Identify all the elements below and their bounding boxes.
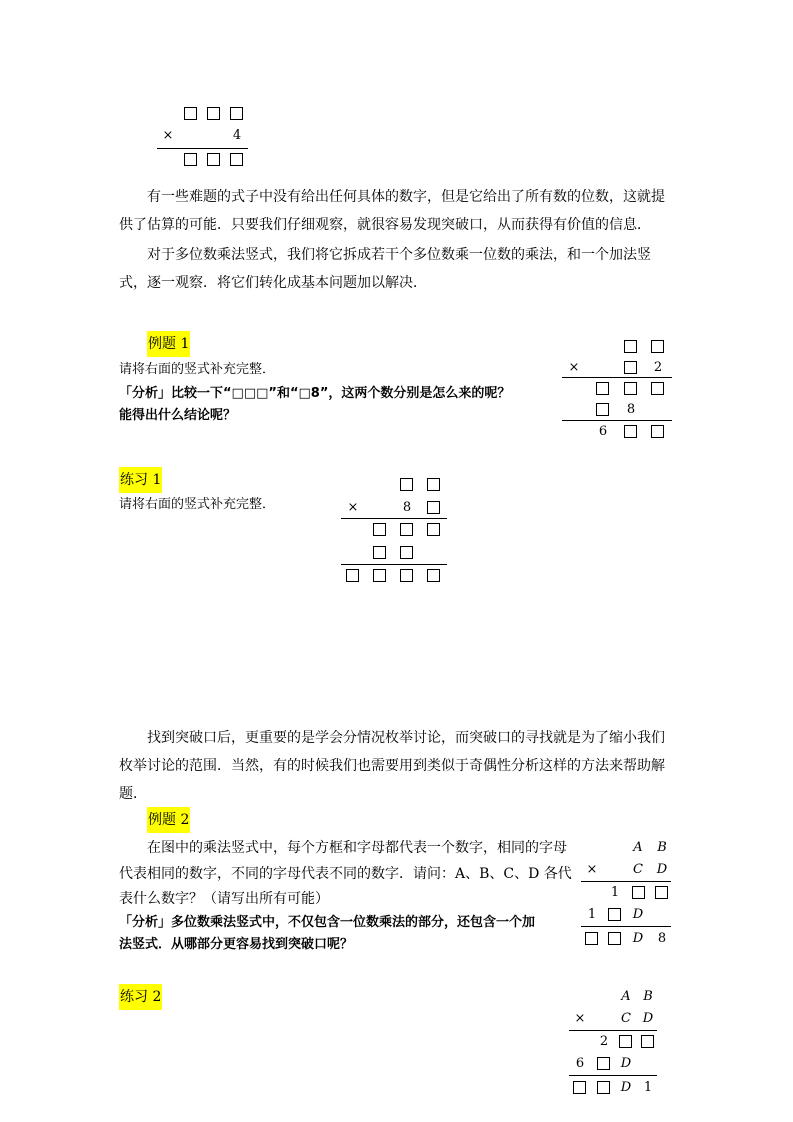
example-2-analysis <box>119 911 535 935</box>
digit-box <box>596 382 609 395</box>
letter-d: D <box>642 1011 654 1026</box>
times-sign: × <box>568 360 580 375</box>
digit: 6 <box>575 1056 585 1071</box>
digit-box <box>608 908 621 921</box>
example-1-label-wrap <box>147 331 190 357</box>
digit-box <box>573 1081 586 1094</box>
rule-line <box>341 564 447 565</box>
letter-d: D <box>632 931 644 946</box>
example-2-question-line3: 表什么数字？（请写出所有可能） <box>119 891 329 907</box>
digit-box <box>207 153 220 166</box>
digit-box <box>346 569 359 582</box>
digit-box <box>207 107 220 120</box>
digit: 8 <box>626 402 636 417</box>
analysis-tag: 「分析」 <box>119 386 172 401</box>
digit: 1 <box>643 1080 653 1095</box>
intro-paragraph-1: 有一些难题的式子中没有给出任何具体的数字，但是它给出了所有数的位数，这就提供了估算的可能．只要我们仔细观察，就很容易发现突破口，从而获得有价值的信息． <box>119 189 665 233</box>
digit: 8 <box>402 500 412 515</box>
digit-box <box>184 153 197 166</box>
digit-box <box>597 1057 610 1070</box>
example-2-label-wrap <box>147 807 190 833</box>
example-2-analysis-line2: 法竖式．从哪部分更容易找到突破口呢？ <box>119 937 354 952</box>
rule-line <box>562 377 672 378</box>
digit-box <box>608 932 621 945</box>
digit-box <box>632 886 645 899</box>
rule-line <box>581 926 671 927</box>
digit-box <box>373 523 386 536</box>
practice-1-label: 练习 1 <box>119 467 162 493</box>
digit-box <box>596 403 609 416</box>
example-1-analysis <box>119 382 510 406</box>
digit-box <box>624 382 637 395</box>
practice-1-label-wrap <box>119 467 162 493</box>
digit-box <box>641 1035 654 1048</box>
digit-box <box>230 153 243 166</box>
practice-2-label: 练习 2 <box>119 984 162 1010</box>
digit: 8 <box>657 931 667 946</box>
digit-box <box>624 361 637 374</box>
intro-paragraph-2: 对于多位数乘法竖式，我们将它拆成若干个多位数乘一位数的乘法，和一个加法竖式，逐一观察．将它们转化成基本问题加以解决． <box>119 247 651 291</box>
digit: 6 <box>598 424 608 439</box>
rule-line <box>569 1030 657 1031</box>
digit-box <box>230 107 243 120</box>
digit-box <box>585 932 598 945</box>
rule-line <box>562 420 672 421</box>
digit: 2 <box>653 360 663 375</box>
practice-2-label-wrap <box>119 984 162 1010</box>
letter-c: C <box>633 862 643 877</box>
letter-b: B <box>657 840 667 855</box>
analysis-tag: 「分析」 <box>119 915 172 930</box>
digit: 1 <box>610 885 620 900</box>
letter-b: B <box>643 989 653 1004</box>
digit-box <box>400 569 413 582</box>
example-2-question-line1: 在图中的乘法竖式中，每个方框和字母都代表一个数字，相同的字母 <box>147 840 567 856</box>
digit-box <box>624 425 637 438</box>
digit-box <box>651 425 664 438</box>
digit: 2 <box>599 1034 609 1049</box>
letter-a: A <box>633 840 643 855</box>
analysis-text: 多位数乘法竖式中，不仅包含一位数乘法的部分，还包含一个加 <box>171 915 536 930</box>
digit-box <box>427 569 440 582</box>
digit-box <box>651 340 664 353</box>
digit-box <box>400 478 413 491</box>
rule-line <box>569 1075 657 1076</box>
example-1-analysis-line2: 能得出什么结论呢？ <box>119 408 237 423</box>
analysis-text: 比较一下“□□□”和“□8”，这两个数分别是怎么来的呢？ <box>171 386 511 401</box>
times-sign: × <box>347 500 359 515</box>
digit-box <box>655 886 668 899</box>
letter-a: A <box>621 989 631 1004</box>
digit-box <box>651 382 664 395</box>
digit-box <box>597 1081 610 1094</box>
digit: 4 <box>232 128 242 143</box>
example-2-question-line2: 代表相同的数字，不同的字母代表不同的数字．请问：A、B、C、D 各代 <box>119 866 572 882</box>
digit-box <box>427 478 440 491</box>
example-1-label: 例题 1 <box>147 331 190 357</box>
digit-box <box>624 340 637 353</box>
digit-box <box>373 546 386 559</box>
digit-box <box>400 523 413 536</box>
practice-1-question: 请将右面的竖式补充完整． <box>119 497 276 512</box>
digit: 1 <box>587 907 597 922</box>
rule-line <box>581 881 671 882</box>
letter-d: D <box>656 862 668 877</box>
times-sign: × <box>574 1011 586 1026</box>
digit-box <box>400 546 413 559</box>
digit-box <box>184 107 197 120</box>
middle-paragraph: 找到突破口后，更重要的是学会分情况枚举讨论，而突破口的寻找就是为了缩小我们枚举讨论的范围．当然，有的时候我们也需要用到类似于奇偶性分析这样的方法来帮助解题． <box>119 730 665 802</box>
times-sign: × <box>586 862 598 877</box>
letter-d: D <box>620 1056 632 1071</box>
example-1-question: 请将右面的竖式补充完整． <box>119 362 276 377</box>
digit-box <box>427 501 440 514</box>
example-2-label: 例题 2 <box>147 807 190 833</box>
letter-d: D <box>632 907 644 922</box>
letter-c: C <box>621 1011 631 1026</box>
digit-box <box>619 1035 632 1048</box>
times-sign: × <box>162 128 174 143</box>
digit-box <box>427 523 440 536</box>
rule-line <box>341 518 447 519</box>
rule-line <box>157 148 248 149</box>
letter-d: D <box>620 1080 632 1095</box>
digit-box <box>373 569 386 582</box>
